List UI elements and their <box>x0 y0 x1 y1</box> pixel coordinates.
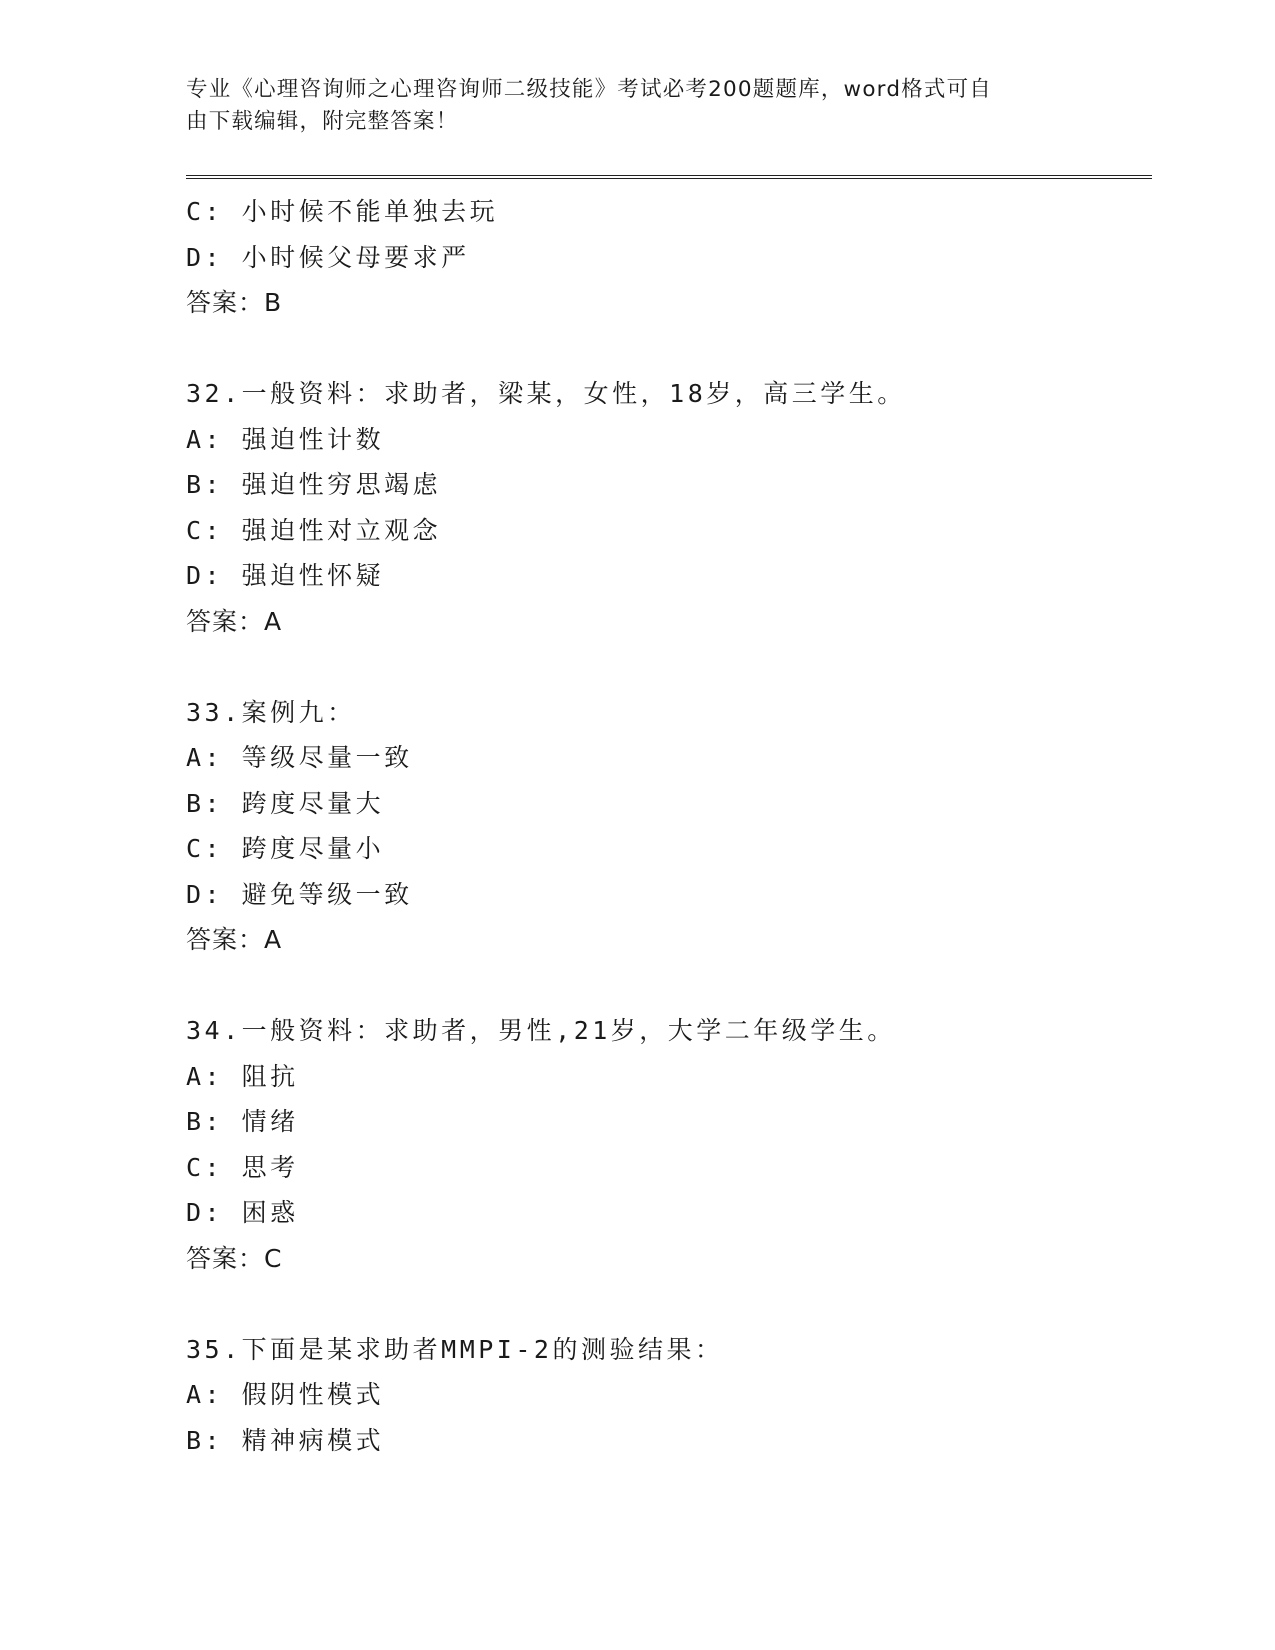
question-block-partial <box>186 189 1152 326</box>
option-a: A: 等级尽量一致 <box>186 743 413 772</box>
header-line-1: 专业《心理咨询师之心理咨询师二级技能》考试必考200题题库，word格式可自 <box>186 77 992 102</box>
option-d: D: 避免等级一致 <box>186 879 413 909</box>
option-c: C: 强迫性对立观念 <box>186 515 442 545</box>
question-block-35 <box>186 1327 1152 1464</box>
question-stem: 35.下面是某求助者MMPI-2的测验结果： <box>186 1334 724 1364</box>
option-b: B: 精神病模式 <box>186 1425 385 1455</box>
answer-line: 答案：C <box>186 1243 283 1273</box>
option-a: A: 假阴性模式 <box>186 1380 385 1409</box>
option-d: D: 小时候父母要求严 <box>186 242 470 272</box>
option-a: A: 强迫性计数 <box>186 424 385 454</box>
question-stem: 34.一般资料：求助者，男性,21岁，大学二年级学生。 <box>186 1016 896 1045</box>
option-c: C: 跨度尽量小 <box>186 834 385 863</box>
header-line-2: 由下载编辑，附完整答案！ <box>186 109 459 134</box>
option-d: D: 困惑 <box>186 1198 299 1227</box>
question-block-33 <box>186 690 1152 963</box>
option-b: B: 情绪 <box>186 1107 299 1136</box>
option-c: C: 思考 <box>186 1152 299 1182</box>
option-b: B: 跨度尽量大 <box>186 788 385 818</box>
question-list <box>186 189 1152 1463</box>
question-stem: 33.案例九： <box>186 697 356 727</box>
option-a: A: 阻抗 <box>186 1061 299 1091</box>
answer-line: 答案：A <box>186 925 283 954</box>
option-d: D: 强迫性怀疑 <box>186 561 385 590</box>
document-header <box>186 74 1066 138</box>
question-block-32 <box>186 371 1152 644</box>
header-divider <box>186 175 1152 179</box>
answer-line: 答案：A <box>186 606 283 636</box>
option-b: B: 强迫性穷思竭虑 <box>186 470 442 499</box>
question-stem: 32.一般资料：求助者，梁某，女性，18岁，高三学生。 <box>186 379 906 408</box>
answer-line: 答案：B <box>186 288 283 317</box>
option-c: C: 小时候不能单独去玩 <box>186 197 499 226</box>
question-block-34 <box>186 1008 1152 1281</box>
